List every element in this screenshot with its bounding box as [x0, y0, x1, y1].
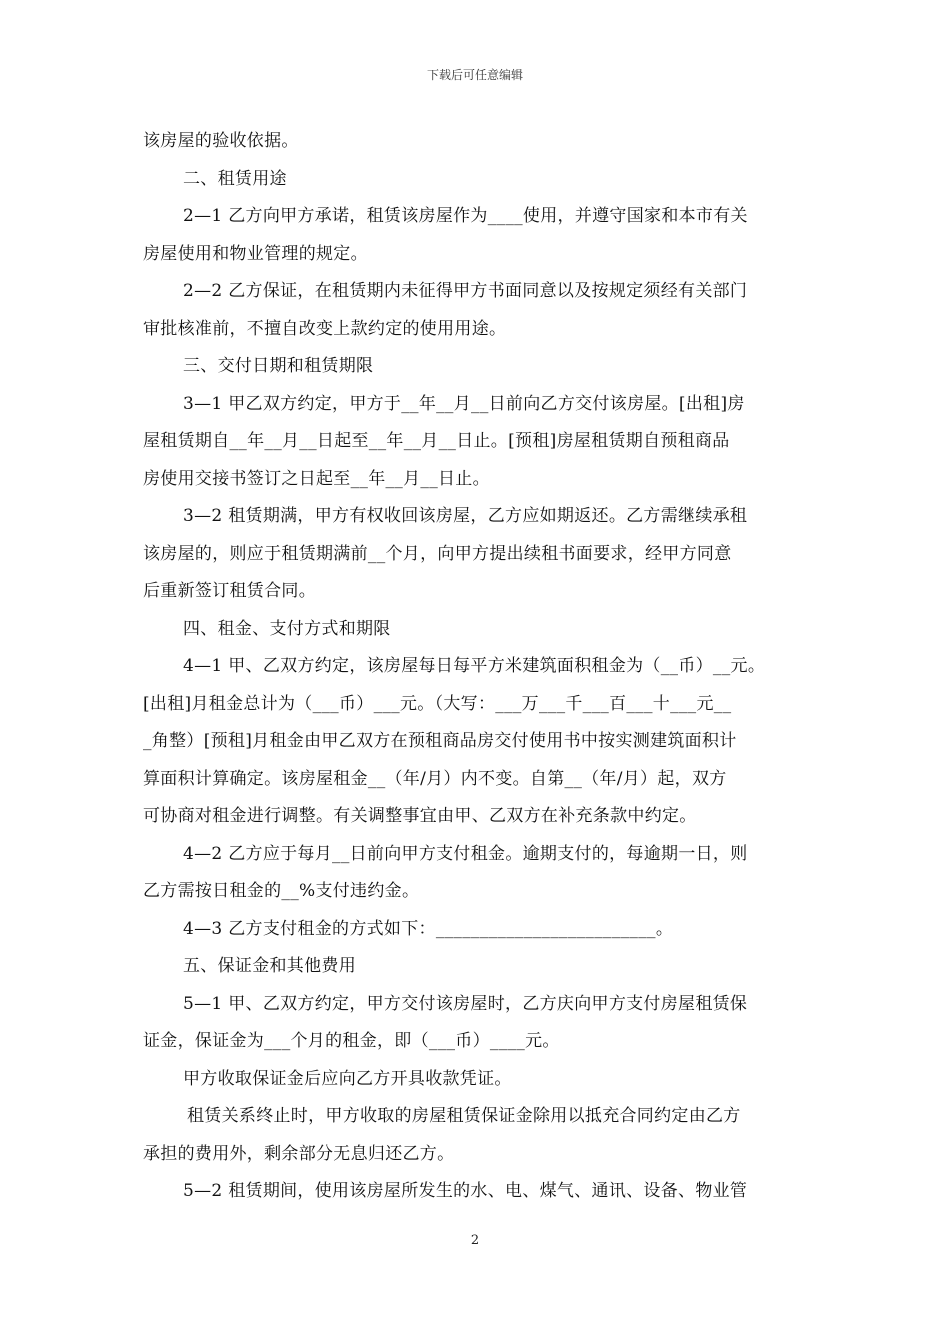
page-header: 下载后可任意编辑	[426, 68, 523, 82]
text-line: 后重新签订租赁合同。	[143, 581, 316, 601]
text-line: 该房屋的，则应于租赁期满前__个月，向甲方提出续租书面要求，经甲方同意	[143, 543, 732, 564]
text-line: 屋租赁期自__年__月__日起至__年__月__日止。[预租]房屋租赁期自预租商品	[143, 431, 730, 451]
text-line: 该房屋的验收依据。	[143, 131, 299, 151]
text-line: [出租]月租金总计为（___币）___元。（大写：___万___千___百___十___元__	[143, 693, 732, 714]
text-line: 4—2 乙方应于每月__日前向甲方支付租金。逾期支付的，每逾期一日，则	[183, 843, 748, 864]
text-line: 3—1 甲乙双方约定，甲方于__年__月__日前向乙方交付该房屋。[出租]房	[183, 393, 745, 414]
text-line: 四、租金、支付方式和期限	[183, 618, 391, 639]
text-line: 算面积计算确定。该房屋租金__（年/月）内不变。自第__（年/月）起，双方	[143, 768, 727, 789]
text-line: 承担的费用外，剩余部分无息归还乙方。	[143, 1143, 455, 1164]
text-line: 甲方收取保证金后应向乙方开具收款凭证。	[183, 1068, 512, 1089]
text-line: 2—2 乙方保证，在租赁期内未征得甲方书面同意以及按规定须经有关部门	[183, 281, 748, 301]
page-number: 2	[470, 1233, 480, 1248]
document-body	[143, 123, 819, 1211]
text-line: _角整）[预租]月租金由甲乙双方在预租商品房交付使用书中按实测建筑面积计	[143, 731, 737, 751]
text-line: 2—1 乙方向甲方承诺，租赁该房屋作为____使用，并遵守国家和本市有关	[183, 206, 748, 226]
text-line: 审批核准前，不擅自改变上款约定的使用用途。	[143, 318, 507, 339]
text-line: 租赁关系终止时，甲方收取的房屋租赁保证金除用以抵充合同约定由乙方	[187, 1106, 741, 1126]
text-line: 证金，保证金为___个月的租金，即（___币）____元。	[143, 1031, 560, 1051]
text-line: 4—3 乙方支付租金的方式如下：_________________________。	[183, 918, 674, 939]
text-line: 5—2 租赁期间，使用该房屋所发生的水、电、煤气、通讯、设备、物业管	[183, 1181, 748, 1201]
text-line: 房屋使用和物业管理的规定。	[143, 243, 368, 264]
text-line: 4—1 甲、乙双方约定，该房屋每日每平方米建筑面积租金为（__币）__元。	[183, 656, 766, 676]
text-line: 二、租赁用途	[183, 168, 287, 189]
text-line: 房使用交接书签订之日起至__年__月__日止。	[143, 468, 490, 489]
text-line: 三、交付日期和租赁期限	[183, 356, 374, 376]
text-line: 乙方需按日租金的__%支付违约金。	[143, 881, 420, 901]
text-line: 可协商对租金进行调整。有关调整事宜由甲、乙双方在补充条款中约定。	[143, 806, 697, 826]
text-line: 3—2 租赁期满，甲方有权收回该房屋，乙方应如期返还。乙方需继续承租	[183, 506, 748, 526]
text-line: 五、保证金和其他费用	[183, 956, 356, 976]
text-line: 5—1 甲、乙双方约定，甲方交付该房屋时，乙方庆向甲方支付房屋租赁保	[183, 993, 748, 1014]
